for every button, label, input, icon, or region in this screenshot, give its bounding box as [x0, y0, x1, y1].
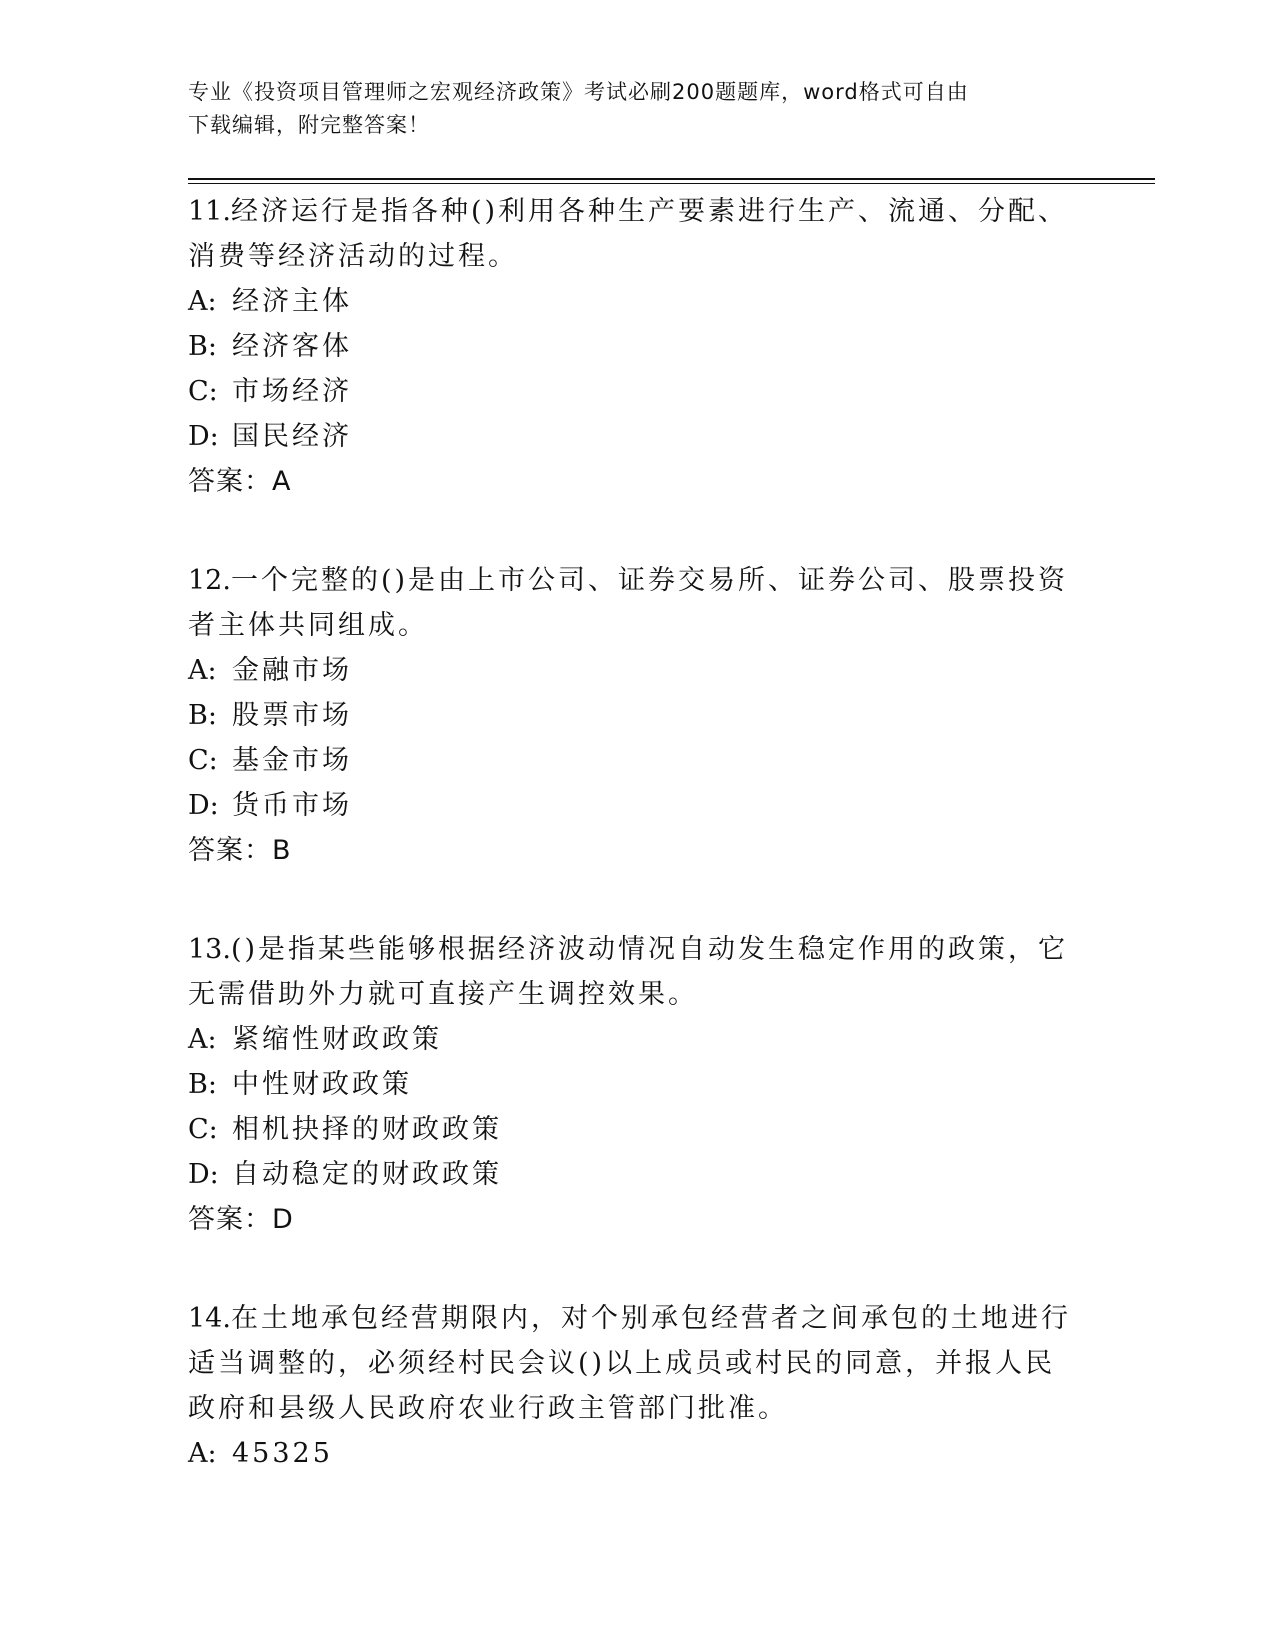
option-letter: A: [188, 1438, 217, 1469]
question-stem: 在土地承包经营期限内，对个别承包经营者之间承包的土地进行适当调整的，必须经村民会议()以上成员或村民的同意，并报人民政府和县级人民政府农业行政主管部门批准。 [188, 1303, 1071, 1424]
option-text: 基金市场 [232, 745, 352, 776]
document-header [188, 76, 1068, 142]
option-text: 紧缩性财政政策 [232, 1024, 442, 1055]
option-text: 国民经济 [232, 421, 352, 452]
option-letter: B: [188, 331, 217, 362]
question-list [188, 189, 1078, 1529]
option-letter: D: [188, 421, 219, 452]
option-letter: B: [188, 700, 217, 731]
header-line-1: 专业《投资项目管理师之宏观经济政策》考试必刷200题题库，word格式可自由 [188, 80, 969, 104]
option-text: 股票市场 [232, 700, 352, 731]
option-text: 货币市场 [232, 790, 352, 821]
option-c [188, 369, 1078, 414]
option-letter: D: [188, 790, 219, 821]
option-letter: B: [188, 1069, 217, 1100]
question-text [188, 558, 1078, 648]
question-12 [188, 558, 1078, 874]
question-11 [188, 189, 1078, 505]
answer-line: 答案：B [188, 835, 292, 866]
header-line-2: 下载编辑，附完整答案！ [188, 113, 430, 137]
question-text [188, 189, 1078, 279]
option-text: 中性财政政策 [232, 1069, 412, 1100]
question-stem: 一个完整的()是由上市公司、证券交易所、证券公司、股票投资者主体共同组成。 [188, 565, 1069, 641]
option-b [188, 1062, 1078, 1107]
question-number: 13. [188, 934, 231, 965]
option-text: 45325 [232, 1438, 333, 1469]
option-letter: A: [188, 286, 217, 317]
option-text: 经济客体 [232, 331, 352, 362]
header-rule-thin [188, 183, 1155, 184]
option-text: 金融市场 [232, 655, 352, 686]
option-b [188, 693, 1078, 738]
answer-line: 答案：A [188, 466, 292, 497]
question-text [188, 927, 1078, 1017]
option-letter: A: [188, 655, 217, 686]
option-letter: C: [188, 745, 218, 776]
option-a [188, 1431, 1078, 1476]
option-b [188, 324, 1078, 369]
option-text: 自动稳定的财政政策 [232, 1159, 502, 1190]
answer-line: 答案：D [188, 1204, 294, 1235]
option-a [188, 648, 1078, 693]
option-letter: A: [188, 1024, 217, 1055]
option-c [188, 1107, 1078, 1152]
option-d [188, 783, 1078, 828]
question-stem: 经济运行是指各种()利用各种生产要素进行生产、流通、分配、消费等经济活动的过程。 [188, 196, 1069, 272]
header-rule-thick [188, 178, 1155, 180]
question-number: 14. [188, 1303, 231, 1334]
question-stem: ()是指某些能够根据经济波动情况自动发生稳定作用的政策，它无需借助外力就可直接产生调控效果。 [188, 934, 1069, 1010]
question-13 [188, 927, 1078, 1243]
option-text: 经济主体 [232, 286, 352, 317]
option-text: 相机抉择的财政政策 [232, 1114, 502, 1145]
question-number: 12. [188, 565, 231, 596]
question-number: 11. [188, 196, 231, 227]
option-text: 市场经济 [232, 376, 352, 407]
option-d [188, 1152, 1078, 1197]
question-text [188, 1296, 1078, 1431]
question-14 [188, 1296, 1078, 1476]
option-letter: C: [188, 1114, 218, 1145]
option-a [188, 1017, 1078, 1062]
option-a [188, 279, 1078, 324]
option-c [188, 738, 1078, 783]
option-d [188, 414, 1078, 459]
option-letter: D: [188, 1159, 219, 1190]
option-letter: C: [188, 376, 218, 407]
